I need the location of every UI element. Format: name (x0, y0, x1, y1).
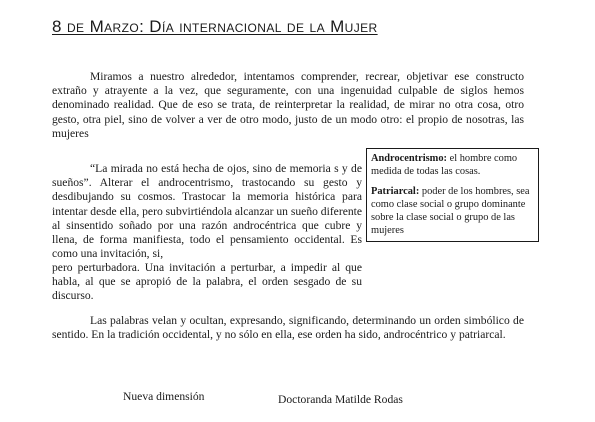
glossary-entry-androcentrismo (371, 152, 534, 178)
glossary-definition: poder de los hombres, sea como clase social o grupo dominante sobre la clase social o grupo de las mujeres (371, 186, 530, 236)
footer-author: Doctoranda Matilde Rodas (278, 393, 403, 406)
paragraph-perturbadora: pero perturbadora. Una invitación a perturbar, a impedir al que habla, al que se apropió de la palabra, el orden sesgado de su discurso. (52, 261, 362, 303)
document-title: 8 de Marzo: Día internacional de la Mujer (52, 17, 378, 36)
paragraph-intro: Miramos a nuestro alrededor, intentamos comprender, recrear, objetivar ese constructo extraño y atrayente a la vez, que seguramente, con una ingenuidad culpable de siglos hemos denominado realidad. Que de eso se trata, de reinterpretar la realidad, de mirar no otra cosa, otro gesto, otra piel, sino de volver a ver de otro modo, justo de un modo otro: el propio de nosotras, las mujeres (52, 70, 524, 140)
glossary-box (366, 148, 539, 242)
glossary-term: Patriarcal: (371, 186, 420, 197)
paragraph-mirada: “La mirada no está hecha de ojos, sino de memoria s y de sueños”. Alterar el androcentrismo, trastocando su gesto y desdibujando su cosmos. Trastocar la memoria histórica para intentar desde ella, pero subvirtiéndola alcanzar un sueño diferente al sinsentido soñado por una razón androcéntrica que cubre y llena, de forma manifiesta, todo el pensamiento occidental. Es como una invitación, si, (52, 162, 363, 261)
glossary-term: Androcentrismo: (371, 153, 447, 164)
glossary-definition: el hombre como medida de todas las cosas. (371, 153, 518, 177)
footer-publication: Nueva dimensión (123, 390, 205, 403)
glossary-entry-patriarcal (371, 185, 534, 237)
paragraph-palabras: Las palabras velan y ocultan, expresando, significando, determinando un orden simbólico de sentido. En la tradición occidental, y no sólo en ella, ese orden ha sido, androcéntrico y patriarcal. (52, 314, 524, 342)
